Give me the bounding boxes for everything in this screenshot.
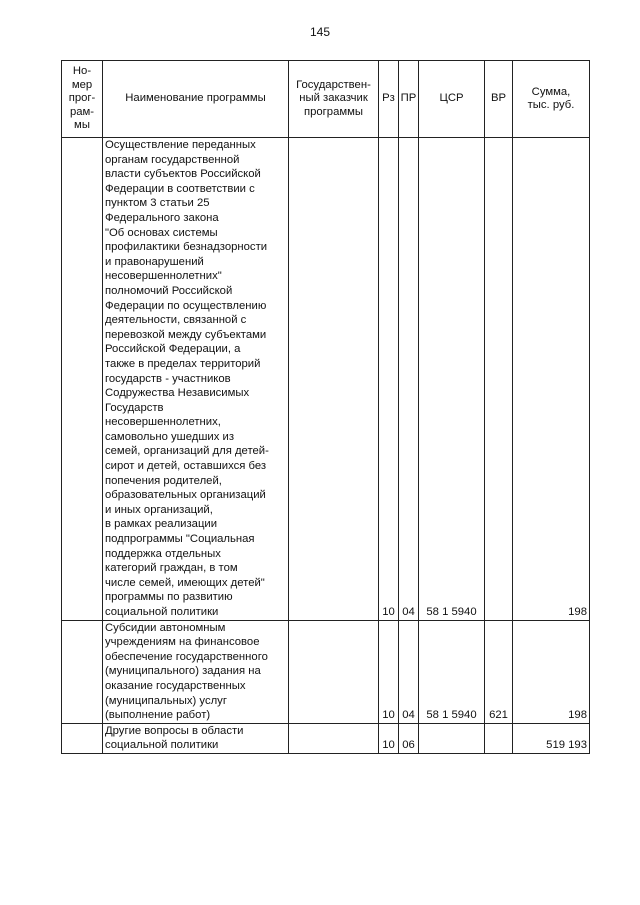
program-name-line: Субсидии автономным xyxy=(105,621,226,634)
subsection-cell: 04 xyxy=(399,138,419,621)
header-line: ный заказчик xyxy=(299,92,368,105)
program-number-cell xyxy=(62,138,103,621)
header-line: мы xyxy=(74,119,90,132)
program-name-cell xyxy=(103,723,289,753)
program-name-line: Федерации по осуществлению xyxy=(105,299,267,312)
page-number: 145 xyxy=(309,25,331,39)
program-name-line: "Об основах системы xyxy=(105,226,218,239)
section-cell: 10 xyxy=(379,138,399,621)
program-name-line: несовершеннолетних" xyxy=(105,270,222,283)
section-cell: 10 xyxy=(379,620,399,723)
subsection-cell: 06 xyxy=(399,723,419,753)
program-name-line: и иных организаций, xyxy=(105,503,213,516)
program-name-line: Российской Федерации, а xyxy=(105,343,241,356)
table-row xyxy=(62,723,590,753)
program-name-line: самовольно ушедших из xyxy=(105,430,235,443)
header-state-customer xyxy=(289,61,379,138)
target-article-cell: 58 1 5940 xyxy=(419,620,485,723)
header-line: прог- xyxy=(68,92,96,105)
program-name-line: Федерации в соответствии с xyxy=(105,182,255,195)
amount-cell: 519 193 xyxy=(513,723,590,753)
header-line: Наименование программы xyxy=(125,92,266,105)
program-name-line: категорий граждан, в том xyxy=(105,562,238,575)
program-name-line: учреждениям на финансовое xyxy=(105,636,260,649)
program-name-line: социальной политики xyxy=(105,739,219,752)
header-row xyxy=(62,61,590,138)
program-name-line: несовершеннолетних, xyxy=(105,416,221,429)
header-line: ВР xyxy=(490,92,507,105)
header-line: ПР xyxy=(400,92,417,105)
expense-type-cell xyxy=(485,138,513,621)
program-name-line: семей, организаций для детей- xyxy=(105,445,269,458)
program-name-line: деятельности, связанной с xyxy=(105,314,247,327)
program-name-line: (муниципальных) услуг xyxy=(105,694,227,707)
header-program-name xyxy=(103,61,289,138)
program-number-cell xyxy=(62,723,103,753)
amount-cell: 198 xyxy=(513,620,590,723)
program-name-line: власти субъектов Российской xyxy=(105,168,261,181)
target-article-cell: 58 1 5940 xyxy=(419,138,485,621)
header-amount xyxy=(513,61,590,138)
program-name-line: попечения родителей, xyxy=(105,474,222,487)
program-name-line: также в пределах территорий xyxy=(105,357,261,370)
program-name-line: в рамках реализации xyxy=(105,518,218,531)
program-name-line: пунктом 3 статьи 25 xyxy=(105,197,210,210)
program-name-line: (муниципального) задания на xyxy=(105,665,261,678)
program-name-cell xyxy=(103,620,289,723)
program-name-line: Другие вопросы в области xyxy=(105,724,244,737)
program-name-line: Осуществление переданных xyxy=(105,139,256,151)
expense-type-cell: 621 xyxy=(485,620,513,723)
program-name-line: органам государственной xyxy=(105,153,240,166)
program-name-line: числе семей, имеющих детей" xyxy=(105,576,265,589)
header-line: Но- xyxy=(72,65,92,78)
header-section xyxy=(379,61,399,138)
program-name-line: Государств xyxy=(105,401,164,414)
header-subsection xyxy=(399,61,419,138)
program-name-line: образовательных организаций xyxy=(105,489,266,502)
program-name-line: профилактики безнадзорности xyxy=(105,241,268,254)
state-customer-cell xyxy=(289,138,379,621)
subsection-cell: 04 xyxy=(399,620,419,723)
program-name-line: подпрограммы "Социальная xyxy=(105,533,255,546)
header-line: Рз xyxy=(382,92,395,105)
program-name-line: поддержка отдельных xyxy=(105,547,221,560)
amount-cell: 198 xyxy=(513,138,590,621)
program-name-line: полномочий Российской xyxy=(105,284,233,297)
program-name-line: сирот и детей, оставшихся без xyxy=(105,460,267,473)
header-line: Государствен- xyxy=(296,78,371,91)
header-expense-type xyxy=(485,61,513,138)
table-row xyxy=(62,138,590,621)
header-line: программы xyxy=(303,105,364,118)
state-customer-cell xyxy=(289,620,379,723)
program-name-line: оказание государственных xyxy=(105,679,246,692)
program-name-line: (выполнение работ) xyxy=(105,709,211,722)
header-line: ЦСР xyxy=(439,92,464,105)
header-line: Сумма, xyxy=(531,85,571,98)
program-name-line: и правонарушений xyxy=(105,255,204,268)
program-name-line: Федерального закона xyxy=(105,211,219,224)
program-name-line: программы по развитию xyxy=(105,591,233,604)
table-body xyxy=(62,138,590,754)
expense-type-cell xyxy=(485,723,513,753)
table-row xyxy=(62,620,590,723)
header-line: мер xyxy=(71,78,93,91)
program-name-line: перевозкой между субъектами xyxy=(105,328,267,341)
program-name-line: государств - участников xyxy=(105,372,231,385)
state-customer-cell xyxy=(289,723,379,753)
header-line: тыс. руб. xyxy=(527,99,575,111)
program-name-line: Содружества Независимых xyxy=(105,387,250,400)
header-line: рам- xyxy=(69,105,95,118)
header-program-number xyxy=(62,61,103,138)
budget-table xyxy=(61,60,590,754)
program-number-cell xyxy=(62,620,103,723)
program-name-line: обеспечение государственного xyxy=(105,650,268,663)
program-name-line: социальной политики xyxy=(105,606,219,618)
program-name-cell xyxy=(103,138,289,621)
target-article-cell xyxy=(419,723,485,753)
section-cell: 10 xyxy=(379,723,399,753)
header-target-article xyxy=(419,61,485,138)
